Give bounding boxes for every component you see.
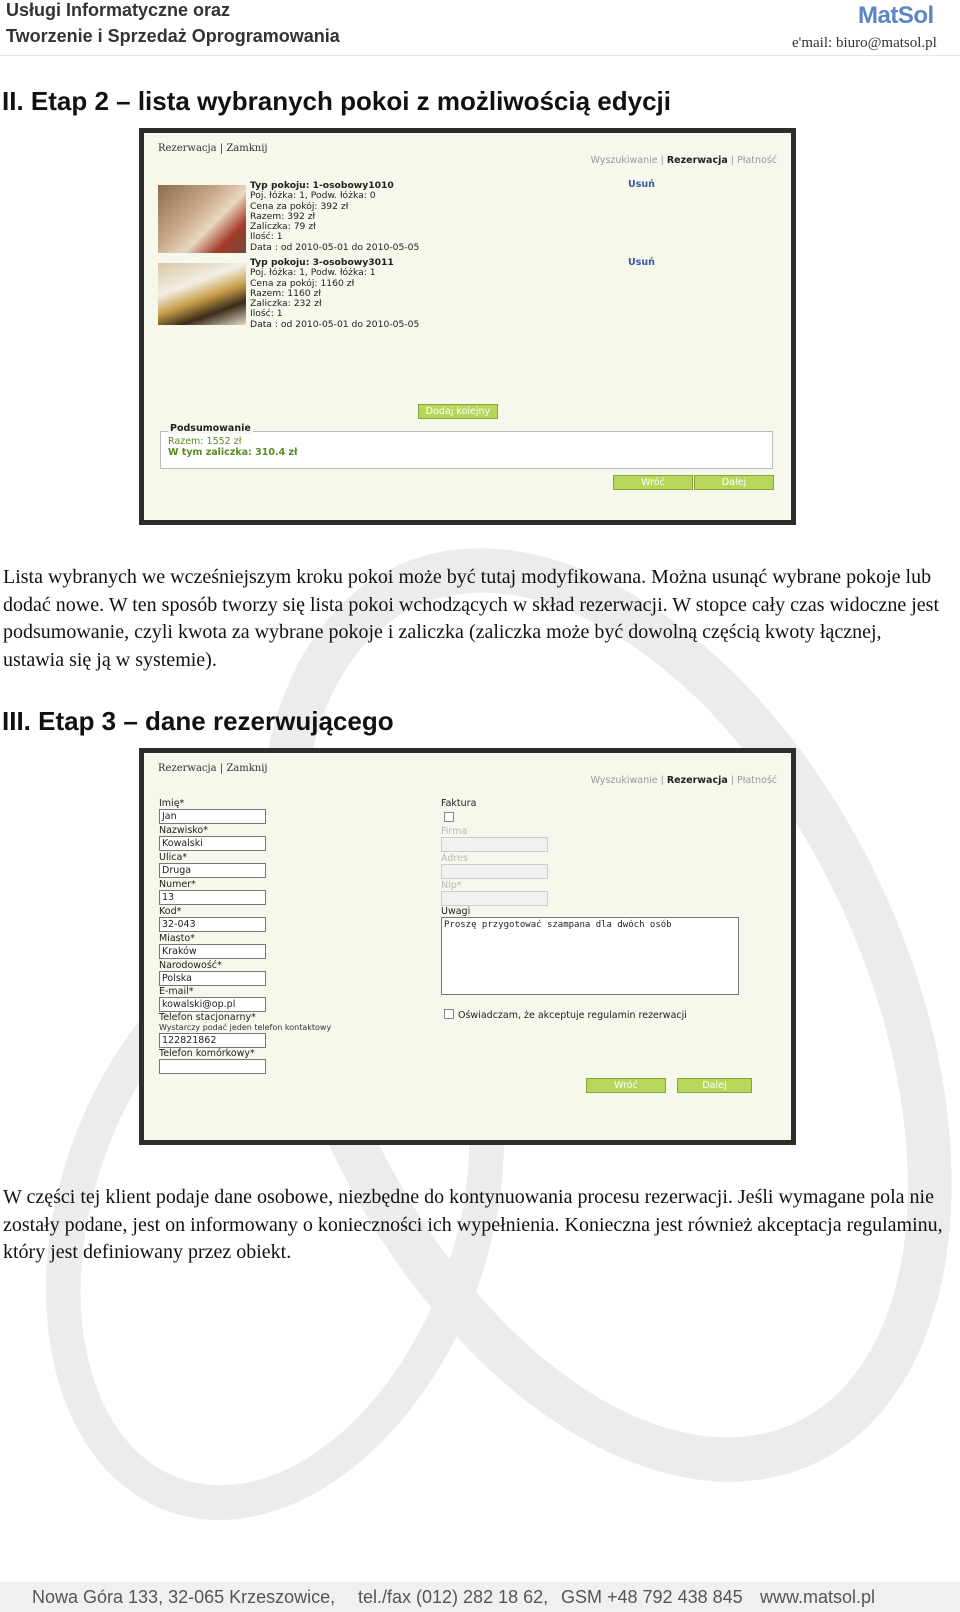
postal-code-input[interactable]: 32-043: [159, 917, 266, 932]
summary-title: Podsumowanie: [170, 423, 251, 434]
room-details: [250, 181, 419, 253]
section2-description: Lista wybranych we wcześniejszym kroku pokoi może być tutaj modyfikowana. Można usunąć wybrane pokoje lub dodać nowe. W ten sposób tworzy się lista pokoi wchodzących w skład rezerwacji. W stopce cały czas widoczne jest podsumowanie, czyli kwota za wybrane pokoje i zaliczka (zaliczka może być dowolną częścią kwoty łącznej, ustawia się ją w systemie).: [3, 566, 939, 671]
last-name-input[interactable]: Kowalski: [159, 836, 266, 851]
company-label: Firma: [441, 826, 468, 837]
room-quantity: Ilość: 1: [250, 231, 283, 243]
nationality-label: Narodowość*: [159, 960, 222, 971]
email-address: e'mail: biuro@matsol.pl: [792, 35, 937, 51]
step-reservation: Rezerwacja: [666, 775, 728, 786]
room-deposit: Zaliczka: 232 zł: [250, 298, 322, 310]
section3-heading: III. Etap 3 – dane rezerwującego: [2, 706, 394, 736]
step-payment: Płatność: [737, 155, 777, 166]
mobile-label: Telefon komórkowy*: [159, 1048, 255, 1059]
company-name-line1: Usługi Informatyczne oraz: [6, 0, 231, 20]
number-label: Numer*: [159, 879, 196, 890]
postal-code-label: Kod*: [159, 906, 182, 917]
section3-description: W części tej klient podaje dane osobowe, niezbędne do kontynuowania procesu rezerwacji. Jeśli wymagane pola nie zostały podane, jest on informowany o konieczności ich wypełnienia. Konieczna jest również akceptacja regulaminu, który jest definiowany przez obiekt.: [3, 1186, 943, 1263]
room-dates: Data : od 2010-05-01 do 2010-05-05: [250, 318, 420, 330]
back-button[interactable]: Wróć: [613, 475, 693, 490]
room-photo: [158, 185, 246, 253]
first-name-input[interactable]: Jan: [159, 809, 266, 824]
room-beds: Poj. łóżka: 1, Podw. łóżka: 1: [250, 267, 376, 279]
room-deposit: Zaliczka: 79 zł: [250, 221, 316, 233]
city-label: Miasto*: [159, 933, 195, 944]
room-total: Razem: 1160 zł: [250, 287, 321, 299]
company-input[interactable]: [441, 837, 548, 852]
nip-label: Nip*: [441, 880, 462, 891]
address-input[interactable]: [441, 864, 548, 879]
mobile-input[interactable]: [159, 1059, 266, 1074]
add-room-button[interactable]: Dodaj kolejny: [418, 404, 498, 419]
number-input[interactable]: 13: [159, 890, 266, 905]
nip-input[interactable]: [441, 891, 548, 906]
steps-nav: Wyszukiwanie | Rezerwacja | Płatność: [590, 155, 777, 166]
notes-label: Uwagi: [441, 906, 471, 917]
first-name-label: Imię*: [159, 798, 185, 809]
room-total: Razem: 392 zł: [250, 210, 316, 222]
room-dates: Data : od 2010-05-01 do 2010-05-05: [250, 241, 420, 253]
company-logo: [858, 2, 934, 30]
room-photo: [158, 263, 246, 325]
room-type: Typ pokoju: 3-osobowy3011: [250, 257, 394, 268]
invoice-checkbox[interactable]: [444, 812, 454, 822]
street-input[interactable]: Druga: [159, 863, 266, 878]
footer-gsm: GSM +48 792 438 845: [561, 1587, 743, 1607]
logo-text: MatSol: [858, 2, 934, 29]
email-input[interactable]: kowalski@op.pl: [159, 997, 266, 1012]
reservation-step2-screenshot: [139, 128, 796, 525]
room-price: Cena za pokój: 1160 zł: [250, 277, 355, 289]
footer-phone: tel./fax (012) 282 18 62,: [358, 1587, 549, 1607]
invoice-label: Faktura: [441, 798, 477, 809]
remove-room-link[interactable]: Usuń: [628, 179, 655, 190]
next-button[interactable]: Dalej: [694, 475, 774, 490]
step-reservation: Rezerwacja: [666, 155, 728, 166]
address-label: Adres: [441, 853, 468, 864]
summary-deposit: W tym zaliczka: 310.4 zł: [168, 447, 298, 458]
step-search: Wyszukiwanie: [590, 155, 658, 166]
section2-heading: II. Etap 2 – lista wybranych pokoi z możliwością edycji: [2, 86, 671, 116]
city-input[interactable]: Kraków: [159, 944, 266, 959]
company-name-line2: Tworzenie i Sprzedaż Oprogramowania: [6, 26, 340, 46]
terms-label: Oświadczam, że akceptuje regulamin rezerwacji: [458, 1010, 687, 1021]
reservation-step3-screenshot: [139, 748, 796, 1145]
street-label: Ulica*: [159, 852, 188, 863]
top-nav: Rezerwacja | Zamknij: [158, 143, 268, 154]
room-beds: Poj. łóżka: 1, Podw. łóżka: 0: [250, 190, 376, 202]
nationality-input[interactable]: Polska: [159, 971, 266, 986]
phone-note: Wystarczy podać jeden telefon kontaktowy: [159, 1023, 332, 1032]
footer-website[interactable]: www.matsol.pl: [760, 1587, 876, 1607]
steps-nav: Wyszukiwanie | Rezerwacja | Płatność: [590, 775, 777, 786]
email-label: E-mail*: [159, 986, 194, 997]
room-type: Typ pokoju: 1-osobowy1010: [250, 180, 394, 191]
room-quantity: Ilość: 1: [250, 308, 283, 320]
room-details: [250, 258, 419, 330]
header-divider: [0, 55, 960, 56]
notes-textarea[interactable]: Proszę przygotować szampana dla dwóch osób: [441, 917, 739, 995]
top-nav: Rezerwacja | Zamknij: [158, 763, 268, 774]
step-search: Wyszukiwanie: [590, 775, 658, 786]
terms-checkbox[interactable]: [444, 1009, 454, 1019]
room-price: Cena za pokój: 392 zł: [250, 200, 349, 212]
summary-total: Razem: 1552 zł: [168, 436, 242, 447]
footer-address: Nowa Góra 133, 32-065 Krzeszowice,: [32, 1587, 336, 1607]
back-button[interactable]: Wróć: [586, 1078, 666, 1093]
phone-label: Telefon stacjonarny*: [159, 1012, 256, 1023]
remove-room-link[interactable]: Usuń: [628, 257, 655, 268]
step-payment: Płatność: [737, 775, 777, 786]
phone-input[interactable]: 122821862: [159, 1033, 266, 1048]
last-name-label: Nazwisko*: [159, 825, 208, 836]
next-button[interactable]: Dalej: [677, 1078, 752, 1093]
